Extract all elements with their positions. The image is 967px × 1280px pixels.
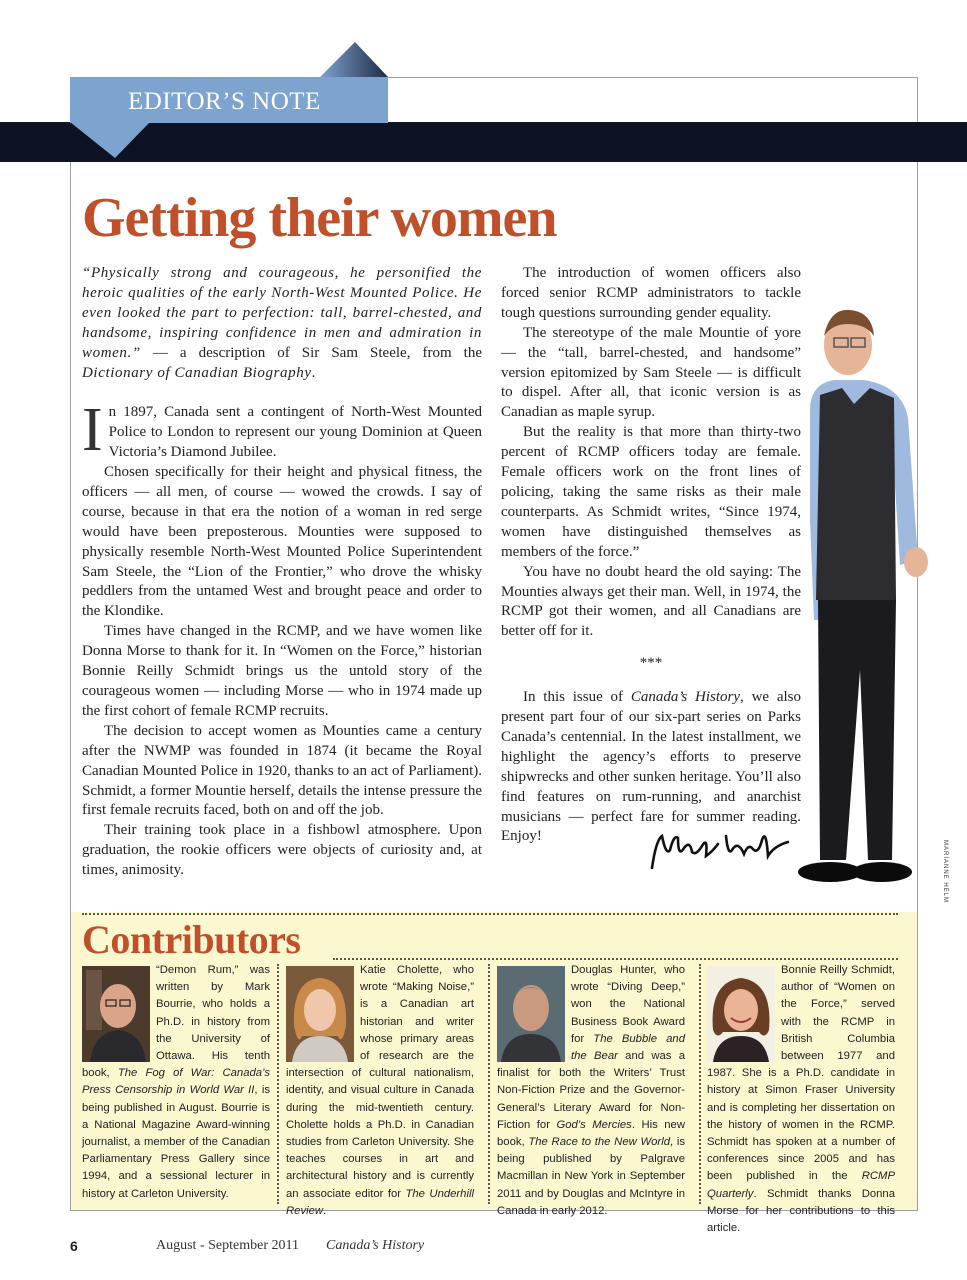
section-label: EDITOR’S NOTE — [128, 88, 321, 115]
drop-cap: I — [82, 396, 103, 465]
dotted-rule — [82, 913, 898, 915]
epigraph-end: . — [311, 364, 316, 381]
issue-date: August - September 2011 — [156, 1238, 299, 1253]
contributor-bio: “Demon Rum,” was written by Mark Bourrie, who holds a Ph.D. in history from the University of Ottawa. His tenth book, The Fog of War: Canada’s Press Censorship in World War II, is being published in August. Bourrie is a National Magazine Award-winning journalist, a member of the Canadian Parliamentary Press Gallery since 1994, and a sessional lecturer in history at Carleton University. — [82, 964, 271, 1200]
page-number: 6 — [70, 1238, 78, 1254]
contributor-bio: Katie Cholette, who wrote “Making Noise,” is a Canadian art historian and writer whose primary areas of research are the intersection of cultural nationalism, identity, and visual culture in Canada during the mid-twentieth century. Cholette holds a Ph.D. in Canadian studies from Carleton University. She teaches courses in art and architectural history and is currently an associate editor for The Underhill Review. — [286, 964, 474, 1217]
body-paragraph: But the reality is that more than thirty-two percent of RCMP officers today are female. Female officers work on the front lines of policing, taking the same risks as their male counterparts. As Schmidt writes, “Since 1974, women have distinguished themselves as members of the force.” — [501, 424, 801, 560]
epigraph-attribution: — a description of Sir Sam Steele, from the — [140, 344, 482, 361]
body-paragraph: Their training took place in a fishbowl atmosphere. Upon graduation, the rookie officers were objects of curiosity and, at times, animosity. — [82, 822, 482, 879]
epigraph — [82, 264, 482, 383]
contributor-photo — [707, 966, 775, 1062]
right-column — [501, 264, 801, 847]
contributor-bio: Douglas Hunter, who wrote “Diving Deep,” won the National Business Book Award for The Bubble and the Bear and was a finalist for both the Writers’ Trust Non-Fiction Prize and the Governor-General’s Literary Award for Non-Fiction for God’s Mercies. His new book, The Race to the New World, is being published by Palgrave Macmillan in New York in September 2011 and by Douglas and McIntyre in Canada in early 2012. — [497, 964, 685, 1217]
body-paragraph: The stereotype of the male Mountie of yore — the “tall, barrel-chested, and handsome” version epitomized by Sam Steele — is difficult to dispel. After all, that iconic version is as Canadian as maple syrup. — [501, 324, 801, 421]
body-paragraph: In 1897, Canada sent a contingent of North-West Mounted Police to London to represent our young Dominion at Queen Victoria’s Diamond Jubilee. — [82, 396, 482, 465]
body-paragraph: In this issue of Canada’s History, we also present part four of our six-part series on Parks Canada’s centennial. In the latest installment, we highlight the agency’s efforts to preserve shipwrecks and other sunken heritage. You’ll also find features on rum-running, and anarchist musicians — perfect fare for summer reading. Enjoy! — [501, 689, 802, 845]
dotted-rule — [333, 958, 898, 960]
tab-ribbon-bottom — [70, 122, 150, 158]
body-paragraph: The decision to accept women as Mounties came a century after the NWMP was founded in 1874 (it became the Royal Canadian Mounted Police in 1920, thanks to an act of Parliament). Schmidt, a former Mountie herself, details the intense pressure the first female recruits faced, both on and off the job. — [82, 722, 482, 819]
magazine-title: Canada’s History — [630, 689, 741, 706]
column-divider — [488, 964, 490, 1204]
body-paragraph: Chosen specifically for their height and physical fitness, the officers — all men, of course — wowed the crowds. I say of course, because in that era the notion of a woman in red serge would have been preposterous. Mounties were supposed to physically resemble North-West Mounted Police Superintendent Sam Steele, the “Lion of the Frontier,” who drove the whisky peddlers from the untamed West and brought peace and order to the Klondike. — [82, 464, 482, 620]
photo-credit: MARIANNE HELM — [942, 840, 948, 904]
column-divider — [699, 964, 701, 1204]
magazine-name: Canada’s History — [326, 1238, 425, 1253]
editor-photo — [790, 300, 950, 905]
column-divider — [277, 964, 279, 1204]
tab-ribbon-top — [300, 42, 390, 82]
contributor-bio: Bonnie Reilly Schmidt, author of “Women on the Force,” served with the RCMP in British Columbia between 1977 and 1987. She is a Ph.D. candidate in history at Simon Fraser University and is completing her dissertation on the history of women in the RCMP. Schmidt has spoken at a number of conferences since 2005 and has been published in the RCMP Quarterly. Schmidt thanks Donna Morse for her contributions to this article. — [707, 964, 895, 1235]
body-paragraph: The introduction of women officers also forced senior RCMP administrators to tackle tough questions surrounding gender equality. — [501, 265, 801, 321]
epigraph-quote: “Physically strong and courageous, he personified the heroic qualities of the early North-West Mounted Police. He even looked the part to perfection: tall, barrel-chested, and handsome, inspiring confidence in men and admiration in women.” — [82, 265, 482, 361]
epigraph-source: Dictionary of Canadian Biography — [82, 364, 312, 381]
contributors-title: Contributors — [82, 917, 301, 962]
body-paragraph: You have no doubt heard the old saying: The Mounties always get their man. Well, in 1974, the RCMP got their women, and all Canadians are better off for it. — [501, 563, 801, 640]
left-column — [82, 264, 482, 881]
editor-signature — [648, 826, 798, 876]
body-paragraph: Times have changed in the RCMP, and we have women like Donna Morse to thank for it. In “Women on the Force,” historian Bonnie Reilly Schmidt brings us the untold story of the courageous women — including Morse — who in 1974 made up the first cohort of female RCMP recruits. — [82, 623, 482, 719]
contributor-photo — [286, 966, 354, 1062]
contributor-photo — [497, 966, 565, 1062]
section-separator: *** — [639, 655, 663, 672]
headline: Getting their women — [82, 187, 557, 249]
contributor-photo — [82, 966, 150, 1062]
